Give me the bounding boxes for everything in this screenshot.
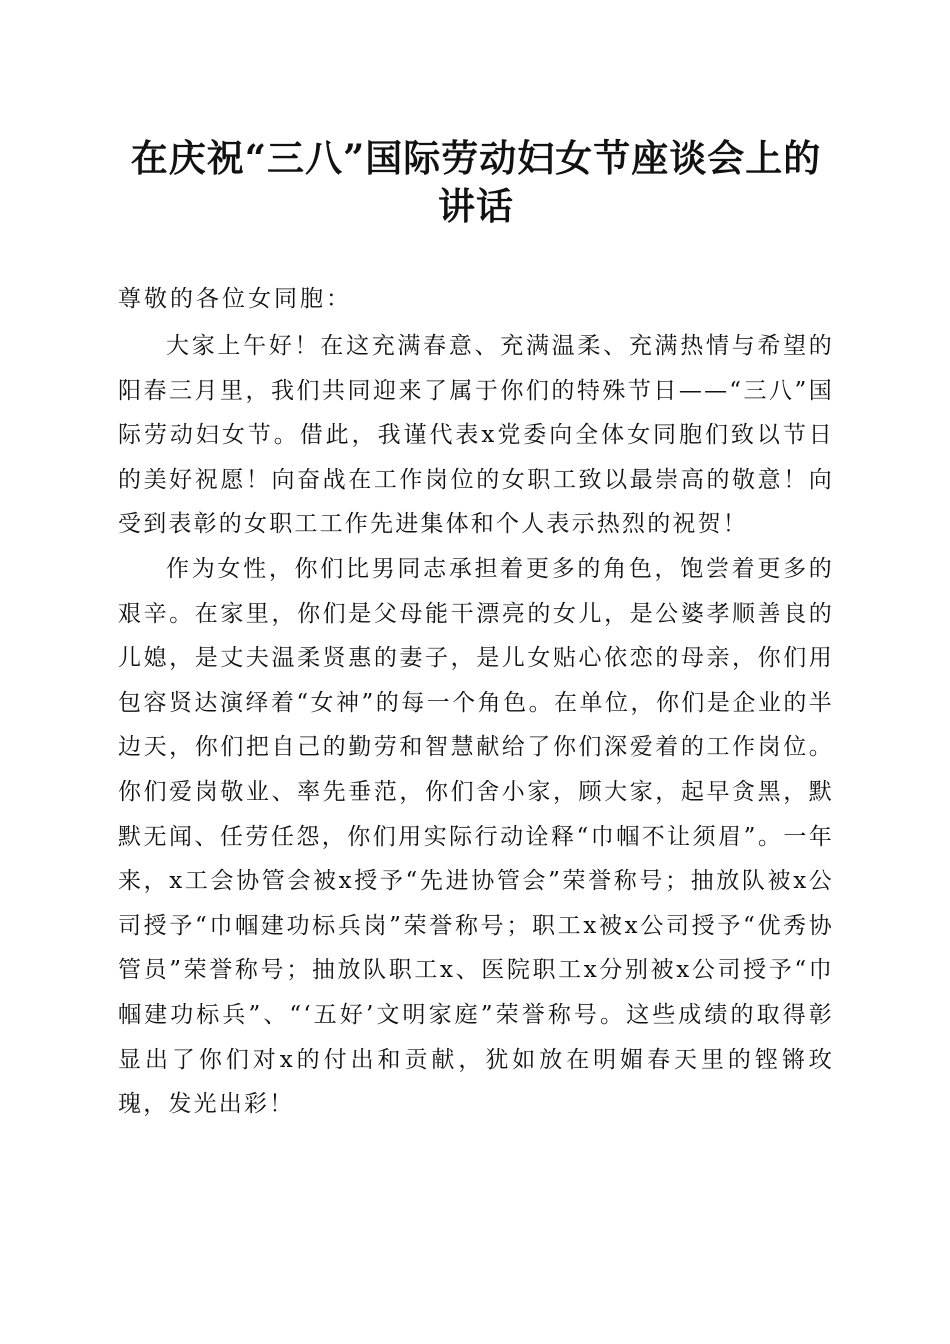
document-body [118,280,834,1127]
paragraph-1: 大家上午好！在这充满春意、充满温柔、充满热情与希望的阳春三月里，我们共同迎来了属于你们的特殊节日——“三八”国际劳动妇女节。借此，我谨代表x党委向全体女同胞们致以节日的美好祝愿！向奋战在工作岗位的女职工致以最崇高的敬意！向受到表彰的女职工工作先进集体和个人表示热烈的祝贺！ [118,333,834,538]
paragraph-2: 作为女性，你们比男同志承担着更多的角色，饱尝着更多的艰辛。在家里，你们是父母能干漂亮的女儿，是公婆孝顺善良的儿媳，是丈夫温柔贤惠的妻子，是儿女贴心依恋的母亲，你们用包容贤达演绎着“女神”的每一个角色。在单位，你们是企业的半边天，你们把自己的勤劳和智慧献给了你们深爱着的工作岗位。你们爱岗敬业、率先垂范，你们舍小家，顾大家，起早贪黑，默默无闻、任劳任怨，你们用实际行动诠释“巾帼不让须眉”。一年来，x工会协管会被x授予“先进协管会”荣誉称号；抽放队被x公司授予“巾帼建功标兵岗”荣誉称号；职工x被x公司授予“优秀协管员”荣誉称号；抽放队职工x、医院职工x分别被x公司授予“巾帼建功标兵”、“‘五好’文明家庭”荣誉称号。这些成绩的取得彰显出了你们对x的付出和贡献，犹如放在明媚春天里的铿锵玫瑰，发光出彩！ [118,555,834,1118]
document-title: 在庆祝“三八”国际劳动妇女节座谈会上的讲话 [130,136,822,228]
salutation: 尊敬的各位女同胞： [118,286,352,312]
